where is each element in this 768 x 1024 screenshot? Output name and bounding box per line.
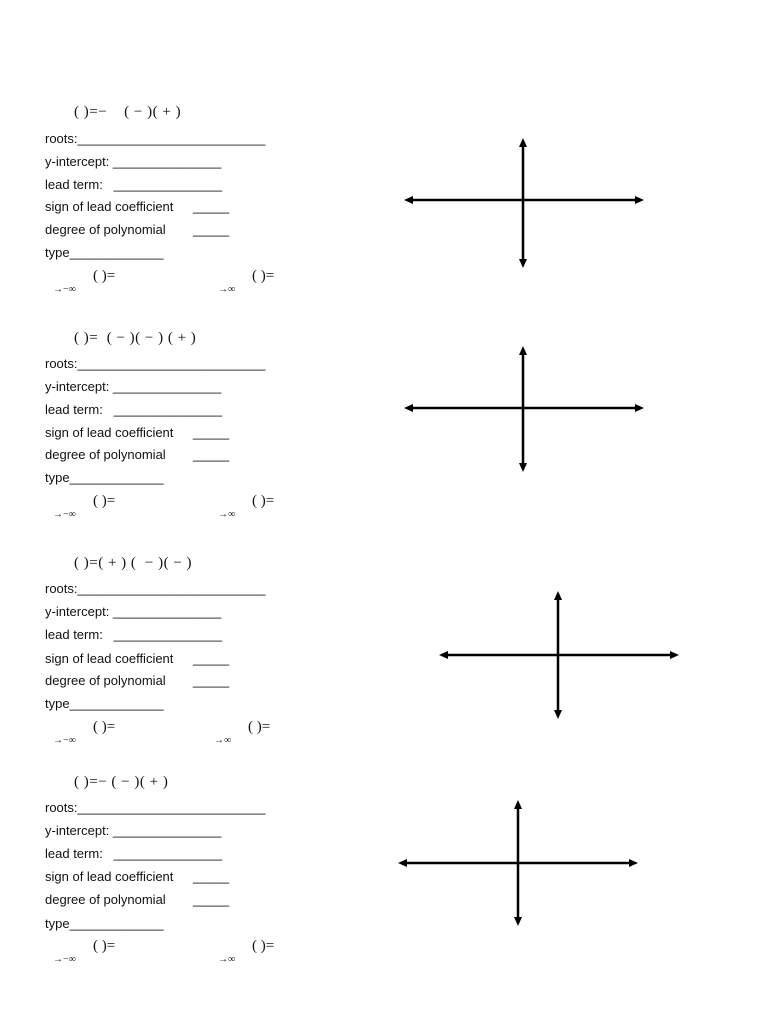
degree-label: degree of polynomial — [45, 447, 166, 462]
limit-left-value: ( )= — [93, 493, 116, 509]
lead-term-line[interactable]: lead term: _______________ — [45, 177, 223, 192]
limit-neg-infinity: →−∞ — [53, 509, 76, 520]
sign-blank[interactable]: _____ — [193, 869, 230, 884]
problem-4 — [0, 774, 768, 984]
roots-line[interactable]: roots:__________________________ — [45, 131, 266, 146]
coordinate-axes — [439, 591, 679, 719]
coordinate-axes — [398, 800, 638, 926]
sign-label: sign of lead coefficient — [45, 199, 174, 214]
limit-neg-infinity: →−∞ — [53, 954, 76, 965]
limit-left-value: ( )= — [93, 719, 116, 735]
equation: ( )=− ( − )( + ) — [74, 104, 182, 120]
type-line[interactable]: type_____________ — [45, 470, 164, 485]
limit-left-value: ( )= — [93, 268, 116, 284]
sign-blank[interactable]: _____ — [193, 199, 230, 214]
sign-label: sign of lead coefficient — [45, 869, 174, 884]
limit-neg-infinity: →−∞ — [53, 284, 76, 295]
type-line[interactable]: type_____________ — [45, 696, 164, 711]
equation: ( )=− ( − )( + ) — [74, 774, 169, 790]
degree-blank[interactable]: _____ — [193, 222, 230, 237]
degree-label: degree of polynomial — [45, 892, 166, 907]
y-intercept-line[interactable]: y-intercept: _______________ — [45, 823, 222, 838]
coordinate-axes — [404, 346, 644, 472]
y-intercept-line[interactable]: y-intercept: _______________ — [45, 154, 222, 169]
roots-line[interactable]: roots:__________________________ — [45, 356, 266, 371]
roots-line[interactable]: roots:__________________________ — [45, 581, 266, 596]
lead-term-line[interactable]: lead term: _______________ — [45, 627, 223, 642]
limit-right-value: ( )= — [248, 719, 271, 735]
coordinate-axes — [404, 138, 644, 268]
degree-label: degree of polynomial — [45, 673, 166, 688]
limit-pos-infinity: →∞ — [218, 954, 236, 965]
limit-right-value: ( )= — [252, 938, 275, 954]
limit-neg-infinity: →−∞ — [53, 735, 76, 746]
limit-right-value: ( )= — [252, 493, 275, 509]
type-line[interactable]: type_____________ — [45, 916, 164, 931]
problem-2 — [0, 330, 768, 540]
lead-term-line[interactable]: lead term: _______________ — [45, 402, 223, 417]
y-intercept-line[interactable]: y-intercept: _______________ — [45, 604, 222, 619]
type-line[interactable]: type_____________ — [45, 245, 164, 260]
degree-blank[interactable]: _____ — [193, 892, 230, 907]
limit-right-value: ( )= — [252, 268, 275, 284]
y-intercept-line[interactable]: y-intercept: _______________ — [45, 379, 222, 394]
limit-pos-infinity: →∞ — [218, 509, 236, 520]
problem-1 — [0, 104, 768, 314]
lead-term-line[interactable]: lead term: _______________ — [45, 846, 223, 861]
sign-blank[interactable]: _____ — [193, 651, 230, 666]
sign-label: sign of lead coefficient — [45, 425, 174, 440]
degree-label: degree of polynomial — [45, 222, 166, 237]
limit-left-value: ( )= — [93, 938, 116, 954]
sign-blank[interactable]: _____ — [193, 425, 230, 440]
problem-3 — [0, 555, 768, 765]
equation: ( )= ( − )( − ) ( + ) — [74, 330, 197, 346]
degree-blank[interactable]: _____ — [193, 673, 230, 688]
limit-pos-infinity: →∞ — [218, 284, 236, 295]
roots-line[interactable]: roots:__________________________ — [45, 800, 266, 815]
sign-label: sign of lead coefficient — [45, 651, 174, 666]
limit-pos-infinity: →∞ — [214, 735, 232, 746]
degree-blank[interactable]: _____ — [193, 447, 230, 462]
equation: ( )=( + ) ( − )( − ) — [74, 555, 193, 571]
